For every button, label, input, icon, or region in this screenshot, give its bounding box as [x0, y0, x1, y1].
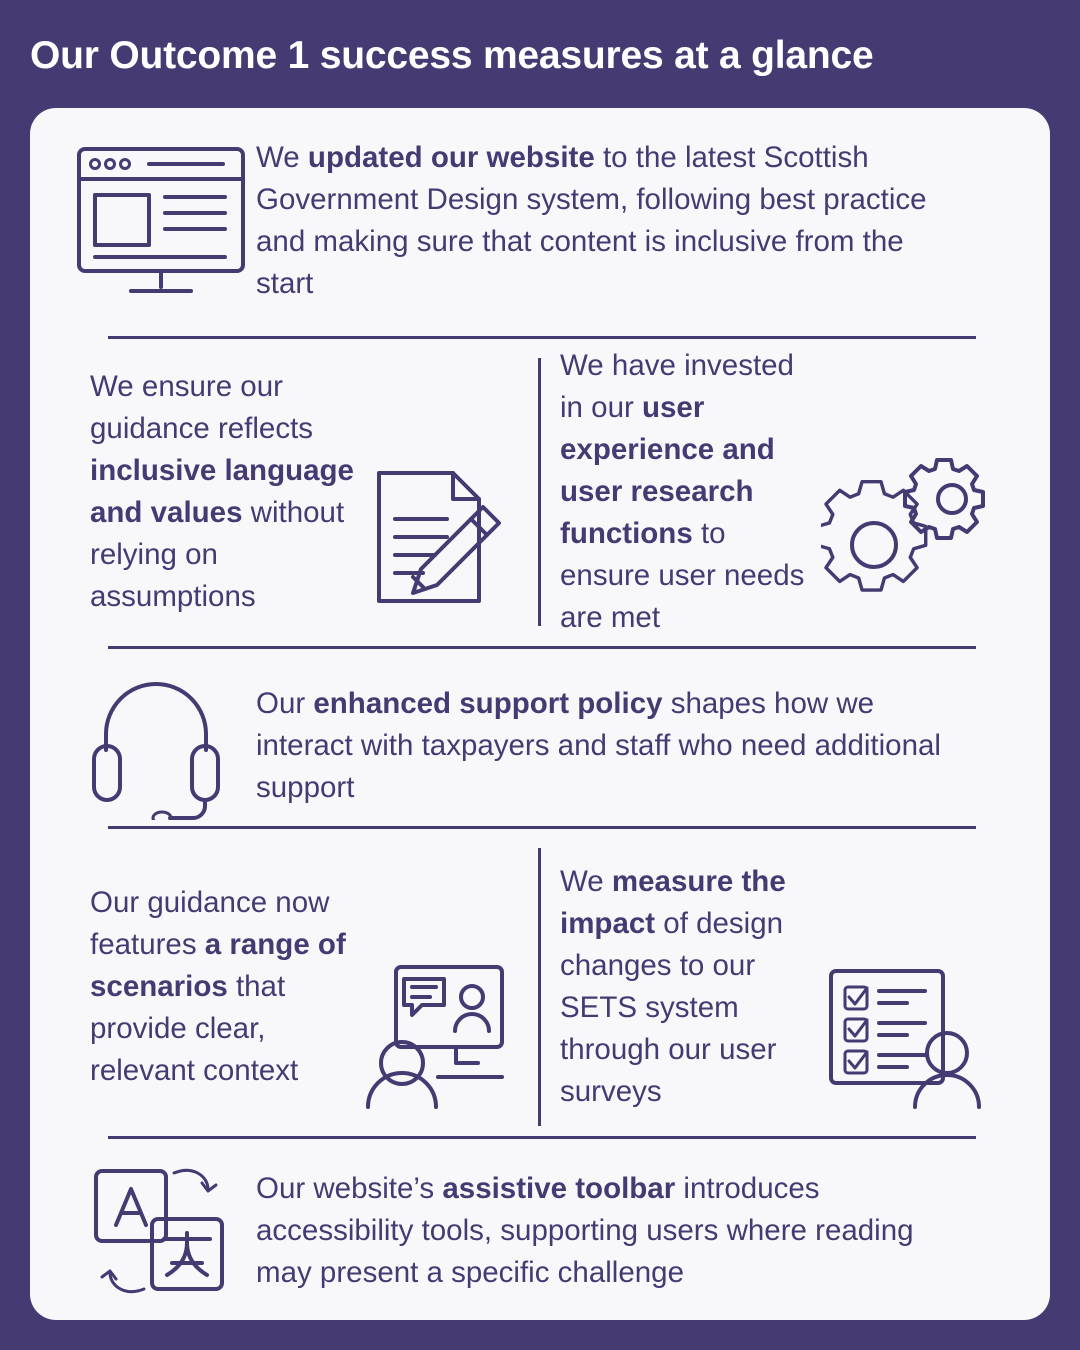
column-divider	[538, 358, 541, 626]
measure-text-guidance-scenarios: Our guidance now features a range of scenarios that provide clear, relevant context	[90, 886, 346, 1087]
measure-text-assistive-toolbar: Our website’s assistive toolbar introduces accessibility tools, supporting users where reading may present a specific challenge	[256, 1172, 914, 1289]
measure-text-website-update: We updated our website to the latest Scottish Government Design system, following best practice and making sure that content is inclusive from the start	[256, 140, 927, 300]
document-pencil-icon	[355, 373, 515, 611]
measure-row-support-policy	[66, 666, 1016, 826]
page-title: Our Outcome 1 success measures at a glance	[30, 34, 874, 77]
measure-text-measure-impact-sets: We measure the impact of design changes to our SETS system through our user surveys	[560, 865, 786, 1108]
measures-card	[30, 108, 1050, 1320]
divider-1	[108, 336, 976, 339]
measure-row-guidance-scenarios	[90, 848, 530, 1126]
checklist-person-icon	[815, 861, 995, 1113]
measure-row-assistive-toolbar	[66, 1156, 1016, 1306]
gears-icon	[815, 375, 995, 609]
measure-row-user-experience-research	[560, 349, 1010, 634]
desktop-monitor-icon	[66, 143, 256, 299]
headset-icon	[66, 672, 256, 820]
measure-row-website-update	[66, 128, 1016, 313]
person-screen-chat-icon	[355, 861, 520, 1113]
measure-text-user-experience-research: We have invested in our user experience and user research functions to ensure user needs are met	[560, 349, 805, 634]
measure-row-measure-impact-sets	[560, 848, 1010, 1126]
measure-text-support-policy: Our enhanced support policy shapes how we interact with taxpayers and staff who need additional support	[256, 687, 941, 804]
divider-3	[108, 826, 976, 829]
divider-4	[108, 1136, 976, 1139]
column-divider-2	[538, 848, 541, 1126]
measure-row-inclusive-language	[90, 358, 530, 626]
measure-text-inclusive-language: We ensure our guidance reflects inclusive language and values without relying on assumptions	[90, 370, 354, 613]
divider-2	[108, 646, 976, 649]
translate-letter-icon	[66, 1163, 256, 1299]
